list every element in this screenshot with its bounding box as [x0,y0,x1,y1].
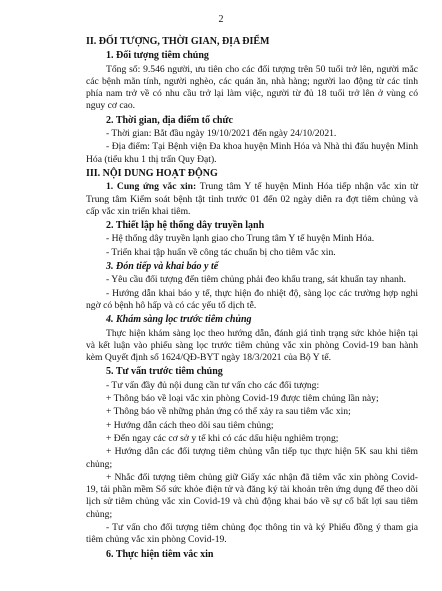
page-number: 2 [218,14,224,25]
paragraph: - Hướng dẫn khai báo y tế, thực hiện đo nhiệt độ, sàng lọc các trường hợp nghi ngờ có bệnh hô hấp và có các yếu tố dịch tễ. [86,287,418,311]
subsection-heading: 1. Đối tượng tiêm chủng [106,50,209,62]
paragraph: - Địa điểm: Tại Bệnh viện Đa khoa huyện Minh Hóa và Nhà thi đấu huyện Minh Hóa (tiểu khu 1 thị trấn Quy Đạt). [86,141,418,165]
paragraph: - Tư vấn cho đối tượng tiêm chủng đọc thông tin và ký Phiếu đồng ý tham gia tiêm chủng vắc xin phòng Covid-19. [86,521,418,546]
paragraph: + Hướng dẫn các đối tượng tiêm chủng vẫn tiếp tục thực hiện 5K sau khi tiêm chủng; [86,446,418,470]
paragraph: - Hệ thống dây truyền lạnh giao cho Trung tâm Y tế huyện Minh Hóa. [106,233,375,245]
paragraph [86,181,418,218]
paragraph: + Nhắc đối tượng tiêm chủng giữ Giấy xác nhận đã tiêm vắc xin phòng Covid-19, tải phần mềm Sổ sức khỏe điện tử và đăng ký tài khoản trên ứng dụng để theo dõi lịch sử tiêm chủng vắc xin Covid-19 và chủ động khai báo về sự cố bất lợi sau tiêm chủng; [86,471,418,520]
paragraph: - Yêu cầu đối tượng đến tiêm chủng phải đeo khẩu trang, sát khuẩn tay nhanh. [106,274,407,286]
paragraph: + Hướng dẫn cách theo dõi sau tiêm chủng; [106,419,274,431]
subsection-heading [86,261,418,273]
paragraph: + Thông báo về những phản ứng có thể xảy ra sau tiêm vắc xin; [106,406,351,418]
subsection-heading: 2. Thiết lập hệ thống dây truyền lạnh [106,220,265,232]
paragraph: Thực hiện khám sàng lọc theo hướng dẫn, đánh giá tình trạng sức khỏe hiện tại và kết luận vào phiếu sàng lọc trước tiêm chủng vắc xin phòng Covid-19 ban hành kèm Quyết định số 1624/QĐ-BYT ngày 18/3/2021 của Bộ Y tế. [86,327,418,364]
subsection-heading-text: 3. Đón tiếp và khai báo y tế [106,261,219,273]
paragraph-text: Trung tâm Y tế huyện Minh Hóa tiếp nhận vắc xin từ Trung tâm Kiểm soát bệnh tật tỉnh trước 01 đến 02 ngày diễn ra đợt tiêm chủng và cấp vắc xin triển khai tiêm. [86,181,419,217]
section-heading: II. ĐỐI TƯỢNG, THỜI GIAN, ĐỊA ĐIỂM [86,36,270,47]
paragraph-lead: 1. Cung ứng vắc xin: [106,181,197,193]
section-heading: III. NỘI DUNG HOẠT ĐỘNG [86,167,218,179]
paragraph: + Thông báo về loại vắc xin phòng Covid-19 được tiêm chủng lần này; [106,393,379,405]
paragraph: + Đến ngay các cơ sở y tế khi có các dấu hiệu nghiêm trọng; [106,432,339,444]
subsection-heading: 2. Thời gian, địa điểm tổ chức [106,114,233,126]
subsection-heading [86,314,418,326]
subsection-heading: 5. Tư vấn trước tiêm chủng [106,366,223,378]
document-body [86,34,418,562]
subsection-heading: 6. Thực hiện tiêm vắc xin [106,548,214,560]
paragraph: - Tư vấn đầy đủ nội dung cần tư vấn cho các đối tượng: [106,379,320,391]
paragraph: - Thời gian: Bắt đầu ngày 19/10/2021 đến ngày 24/10/2021. [106,128,337,140]
paragraph: Tổng số: 9.546 người, ưu tiên cho các đối tượng trên 50 tuổi trở lên, người mắc các bệnh mãn tính, người nghèo, các quán ăn, nhà hàng; người lao động từ các tỉnh phía nam trở về có nhu cầu trở lại làm việc, người từ đủ 18 tuổi trở lên ở vùng có nguy cơ cao. [86,63,418,112]
subsection-heading-text: 4. Khám sàng lọc trước tiêm chủng [106,314,252,326]
paragraph: - Triển khai tập huấn về công tác chuẩn bị cho tiêm vắc xin. [106,246,336,258]
